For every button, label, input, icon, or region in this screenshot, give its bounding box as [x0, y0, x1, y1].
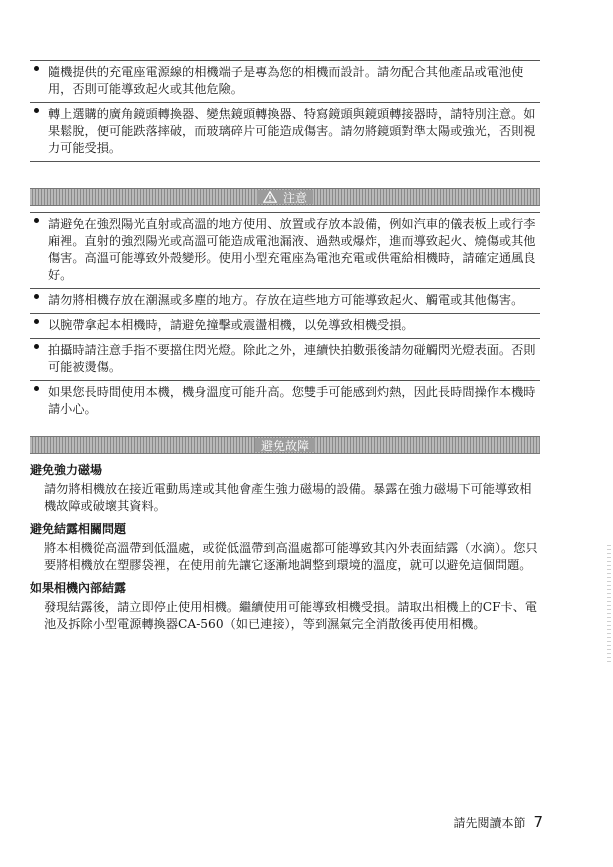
bullet-dot-icon: [34, 66, 39, 71]
bullet-dot-icon: [34, 319, 39, 324]
section-heading: 如果相機內部結露: [30, 581, 127, 595]
section-body: 請勿將相機放在接近電動馬達或其他會產生強力磁場的設備。暴露在強力磁場下可能導致相機故障或破壞其資料。: [44, 482, 532, 513]
list-item: [30, 289, 540, 314]
list-item-text: 請避免在強烈陽光直射或高溫的地方使用、放置或存放本設備，例如汽車的儀表板上或行李廂裡。直射的強烈陽光或高溫可能造成電池漏液、過熱或爆炸，進而導致起火、燒傷或其他傷害。高溫可能導致外殼變形。使用小型充電座為電池充電或供電給相機時，請確定通風良好。: [48, 217, 536, 282]
bullet-dot-icon: [34, 344, 39, 349]
caution-banner: [30, 188, 540, 206]
section-internal-condensation: [30, 580, 540, 633]
list-item-text: 轉上選購的廣角鏡頭轉換器、變焦鏡頭轉換器、特寫鏡頭與鏡頭轉接器時，請特別注意。如果鬆脫，便可能跌落摔破，而玻璃碎片可能造成傷害。請勿將鏡頭對準太陽或強光，否則視力可能受損。: [48, 107, 536, 155]
manual-page: [30, 60, 540, 633]
page-footer: [453, 813, 543, 831]
warning-triangle-icon: [263, 191, 277, 203]
section-magnetic-fields: [30, 462, 540, 515]
list-item: [30, 60, 540, 103]
caution-bullet-list: [30, 212, 540, 422]
list-item-text: 如果您長時間使用本機，機身溫度可能升高。您雙手可能感到灼熱，因此長時間操作本機時請小心。: [48, 385, 536, 416]
page-number: 7: [533, 813, 543, 831]
section-condensation: [30, 521, 540, 574]
section-heading: 避免結露相關問題: [30, 522, 127, 536]
footer-label: 請先閱讀本節: [453, 816, 526, 830]
caution-banner-label: [257, 190, 313, 204]
list-item-text: 隨機提供的充電座電源線的相機端子是專為您的相機而設計。請勿配合其他產品或電池使用，否則可能導致起火或其他危險。: [48, 65, 524, 96]
caution-title: 注意: [282, 190, 307, 205]
list-item: [30, 381, 540, 422]
bullet-dot-icon: [34, 386, 39, 391]
section-body: 發現結露後，請立即停止使用相機。繼續使用可能導致相機受損。請取出相機上的CF卡、電池及拆除小型電源轉換器CA-560（如已連接），等到濕氣完全消散後再使用相機。: [44, 600, 538, 631]
margin-marks: [607, 545, 611, 665]
list-item-text: 拍攝時請注意手指不要擋住閃光燈。除此之外，連續快拍數張後請勿碰觸閃光燈表面。否則可能被燙傷。: [48, 343, 536, 374]
malfunction-title: 避免故障: [260, 438, 309, 453]
list-item: [30, 212, 540, 289]
list-item: [30, 103, 540, 162]
list-item-text: 以腕帶拿起本相機時，請避免撞擊或震盪相機，以免導致相機受損。: [48, 318, 414, 332]
top-bullet-list: [30, 60, 540, 162]
section-heading: 避免強力磁場: [30, 463, 103, 477]
list-item-text: 請勿將相機存放在潮濕或多塵的地方。存放在這些地方可能導致起火、觸電或其他傷害。: [48, 293, 524, 307]
malfunction-banner: [30, 436, 540, 454]
bullet-dot-icon: [34, 294, 39, 299]
section-body: 將本相機從高溫帶到低溫處，或從低溫帶到高溫處都可能導致其內外表面結露（水滴）。您只要將相機放在塑膠袋裡，在使用前先讓它逐漸地調整到環境的溫度，就可以避免這個問題。: [44, 541, 538, 572]
malfunction-banner-label: [255, 438, 315, 452]
bullet-dot-icon: [34, 108, 39, 113]
list-item: [30, 314, 540, 339]
list-item: [30, 339, 540, 381]
bullet-dot-icon: [34, 218, 39, 223]
